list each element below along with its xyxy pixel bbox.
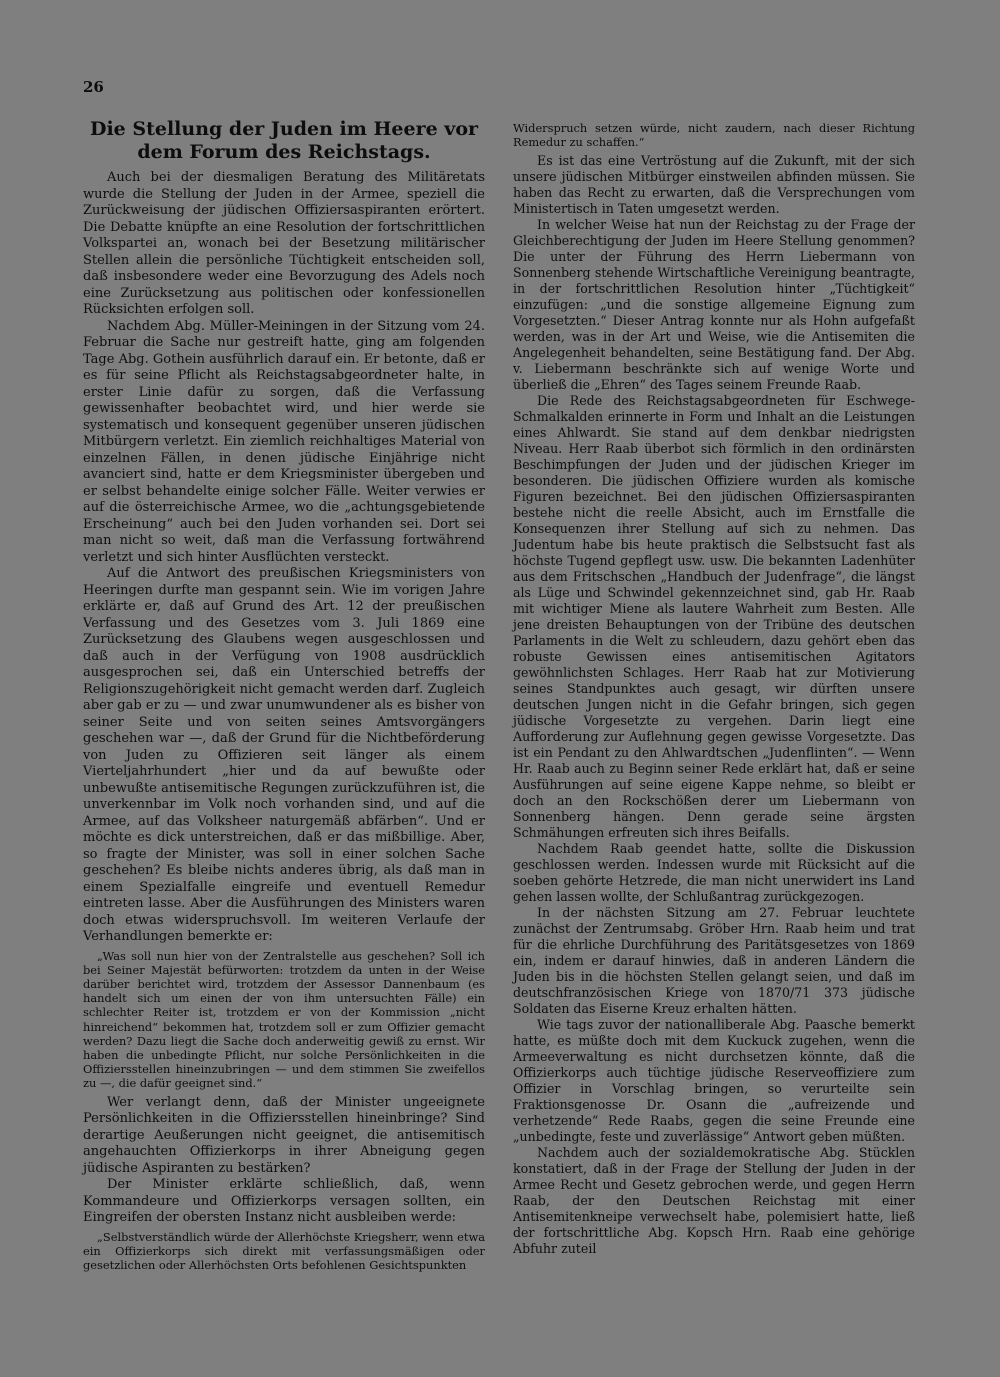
paragraph: Die Rede des Reichstagsabgeordneten für Eschwege-Schmalkalden erinnerte in Form und Inhalt an die Leistungen eines Ahlwardt. Sie stand auf dem denkbar niedrigsten Niveau. Herr Raab überbot sich förmlich in den ordinärsten Beschimpfungen der Juden und der jüdischen Krieger im besonderen. Die jüdischen Offiziere wurden als komische Figuren bezeichnet. Bei den jüdischen Offiziersaspiranten bestehe nicht die reelle Absicht, auch im Ernstfalle die Konsequenzen ihrer Stellung auf sich zu nehmen. Das Judentum habe bis heute praktisch die Selbstsucht fast als höchste Tugend gepflegt usw. usw. Die bekannten Ladenhüter aus dem Fritschschen „Handbuch der Judenfrage“, die längst als Lüge und Schwindel gekennzeichnet sind, gab Hr. Raab mit wichtiger Miene als lautere Wahrheit zum Besten. Alle jene dreisten Behauptungen von der Tribüne des deutschen Parlaments in die Welt zu schleudern, dazu gehört eben das robuste Gewissen eines antisemitischen Agitators gewöhnlichsten Schlages. Herr Raab hat zur Motivierung seines Standpunktes auch gesagt, wir dürften unsere deutschen Jungen nicht in die Gefahr bringen, sich gegen jüdische Vorgesetzte zu vergehen. Darin liegt eine Aufforderung zur Auflehnung gegen gewisse Vorgesetzte. Das ist ein Pendant zu den Ahlwardtschen „Judenflinten“. — Wenn Hr. Raab auch zu Beginn seiner Rede erklärt hat, daß er seine Ausführungen auf seine eigene Kappe nehme, so bleibt er doch an den Rockschößen derer um Liebermann von Sonnenberg hängen. Denn gerade seine ärgsten Schmähungen erfreuten sich ihres Beifalls. (513, 393, 915, 841)
paragraph: Auch bei der diesmaligen Beratung des Militäretats wurde die Stellung der Juden in der Armee, speziell die Zurückweisung der jüdischen Offiziersaspiranten erörtert. Die Debatte knüpfte an eine Resolution der fortschrittlichen Volkspartei an, wonach bei der Besetzung militärischer Stellen allein die persönliche Tüchtigkeit entscheiden soll, daß insbesondere weder eine Bevorzugung des Adels noch eine Zurücksetzung aus politischen oder konfessionellen Rücksichten erfolgen soll. (83, 170, 485, 317)
article-title: Die Stellung der Juden im Heere vor dem Forum des Reichstags. (89, 118, 479, 163)
paragraph: Auf die Antwort des preußischen Kriegsministers von Heeringen durfte man gespannt sein. Wie im vorigen Jahre erklärte er, daß auf Grund des Art. 12 der preußischen Verfassung und des Gesetzes vom 3. Juli 1869 eine Zurücksetzung des Glaubens wegen ausgeschlossen und daß auch in der Verfügung von 1908 ausdrücklich ausgesprochen sei, daß ein Unterschied betreffs der Religionszugehörigkeit nicht gemacht werden darf. Zugleich aber gab er zu — und zwar unumwundener als es bisher von seiner Seite und von seiten seines Amtsvorgängers geschehen war —, daß der Grund für die Nichtbeförderung von Juden zu Offizieren seit länger als einem Vierteljahrhundert „hier und da auf bewußte oder unbewußte antisemitische Regungen zurückzuführen ist, die unverkennbar im Volk noch vorhanden sind, und auf die Armee, auf das Volksheer naturgemäß abfärben“. Und er möchte es dick unterstreichen, daß er das mißbillige. Aber, so fragte der Minister, was soll in einer solchen Sache geschehen? Es bleibe nichts anderes übrig, als daß man in einem Spezialfalle eingreife und eventuell Remedur eintreten lasse. Aber die Ausführungen des Ministers waren doch etwas widerspruchsvoll. Im weiteren Verlaufe der Verhandlungen bemerkte er: (83, 566, 485, 944)
paragraph: Nachdem Raab geendet hatte, sollte die Diskussion geschlossen werden. Indessen wurde mit Rücksicht auf die soeben gehörte Hetzrede, die man nicht unerwidert ins Land gehen lassen wollte, der Schlußantrag zurückgezogen. (513, 841, 915, 905)
paragraph: Nachdem Abg. Müller-Meiningen in der Sitzung vom 24. Februar die Sache nur gestreift hatte, ging am folgenden Tage Abg. Gothein ausführlich darauf ein. Er betonte, daß er es für seine Pflicht als Reichstagsabgeordneter halte, in erster Linie dafür zu sorgen, daß die Verfassung gewissenhafter beobachtet wird, und hier werde sie systematisch und konsequent gegenüber unseren jüdischen Mitbürgern verletzt. Ein ziemlich reichhaltiges Material von einzelnen Fällen, in denen jüdische Einjährige nicht avanciert sind, hatte er dem Kriegsminister übergeben und er selbst behandelte einige solcher Fälle. Weiter verwies er auf die österreichische Armee, wo die „achtungsgebietende Erscheinung“ auch bei den Juden vorhanden sei. Dort sei man nicht so weit, daß man die Verfassung fortwährend verletzt und sich hinter Ausflüchten versteckt. (83, 318, 485, 565)
quotation-continued: Widerspruch setzen würde, nicht zaudern, nach dieser Richtung Remedur zu schaffen.“ (513, 121, 915, 150)
left-column (83, 118, 485, 1276)
paragraph: Es ist das eine Vertröstung auf die Zukunft, mit der sich unsere jüdischen Mitbürger einstweilen abfinden müssen. Sie haben das Recht zu erwarten, daß die Versprechungen vom Ministertisch in Taten umgesetzt werden. (513, 153, 915, 217)
paragraph: Der Minister erklärte schließlich, daß, wenn Kommandeure und Offizierkorps versagen sollten, ein Eingreifen der obersten Instanz nicht ausbleiben werde: (83, 1177, 485, 1226)
paragraph: Wer verlangt denn, daß der Minister ungeeignete Persönlichkeiten in die Offiziersstellen hineinbringe? Sind derartige Aeußerungen nicht geeignet, die antisemitisch angehauchten Offizierkorps in ihrer Abneigung gegen jüdische Aspiranten zu bestärken? (83, 1094, 485, 1176)
paragraph: In welcher Weise hat nun der Reichstag zu der Frage der Gleichberechtigung der Juden im Heere Stellung genommen? Die unter der Führung des Herrn Liebermann von Sonnenberg stehende Wirtschaftliche Vereinigung beantragte, in der fortschrittlichen Resolution hinter „Tüchtigkeit“ einzufügen: „und die sonstige allgemeine Eignung zum Vorgesetzten.“ Dieser Antrag konnte nur als Hohn aufgefaßt werden, was in der Art und Weise, wie die Antisemiten die Angelegenheit behandelten, seine Bestätigung fand. Der Abg. v. Liebermann beschränkte sich auf wenige Worte und überließ die „Ehren“ des Tages seinem Freunde Raab. (513, 217, 915, 393)
paragraph: In der nächsten Sitzung am 27. Februar leuchtete zunächst der Zentrumsabg. Gröber Hrn. Raab heim und trat für die ehrliche Durchführung des Paritätsgesetzes von 1869 ein, indem er darauf hinwies, daß in anderen Ländern die Juden bis in die höchsten Stellen gelangt seien, und daß im deutschfranzösischen Kriege von 1870/71 373 jüdische Soldaten das Eiserne Kreuz erhalten hätten. (513, 905, 915, 1017)
quotation: „Was soll nun hier von der Zentralstelle aus geschehen? Soll ich bei Seiner Majestät befürworten: trotzdem da unten in der Weise darüber berichtet wird, trotzdem der Assessor Dannenbaum (es handelt sich um einen der von ihm untersuchten Fälle) ein schlechter Reiter ist, trotzdem er von der Kommission „nicht hinreichend“ bekommen hat, trotzdem soll er zum Offizier gemacht werden? Dazu liegt die Sache doch anderweitig gewiß zu ernst. Wir haben die unbedingte Pflicht, nur solche Persönlichkeiten in die Offiziersstellen hineinzubringen — und dem stimmen Sie zweifellos zu —, die dafür geeignet sind.“ (83, 948, 485, 1091)
page-number: 26 (83, 78, 104, 96)
right-column (513, 121, 915, 1257)
quotation: „Selbstverständlich würde der Allerhöchste Kriegsherr, wenn etwa ein Offizierkorps sich direkt mit verfassungsmäßigen oder gesetzlichen oder Allerhöchsten Orts befohlenen Gesichtspunkten (83, 1229, 485, 1272)
paragraph: Wie tags zuvor der nationalliberale Abg. Paasche bemerkt hatte, es müßte doch mit dem Kuckuck zugehen, wenn die Armeeverwaltung es nicht durchsetzen könnte, daß die Offizierkorps auch tüchtige jüdische Reserveoffiziere zum Offizier in Vorschlag bringen, so verurteilte sein Fraktionsgenosse Dr. Osann die „aufreizende und verhetzende“ Rede Raabs, gegen die seine Freunde eine „unbedingte, feste und zuverlässige“ Antwort geben müßten. (513, 1017, 915, 1145)
paragraph: Nachdem auch der sozialdemokratische Abg. Stücklen konstatiert, daß in der Frage der Stellung der Juden in der Armee Recht und Gesetz gebrochen werde, und gegen Herrn Raab, der den Deutschen Reichstag mit einer Antisemitenkneipe verwechselt habe, polemisiert hatte, ließ der fortschrittliche Abg. Kopsch Hrn. Raab eine gehörige Abfuhr zuteil (513, 1145, 915, 1257)
